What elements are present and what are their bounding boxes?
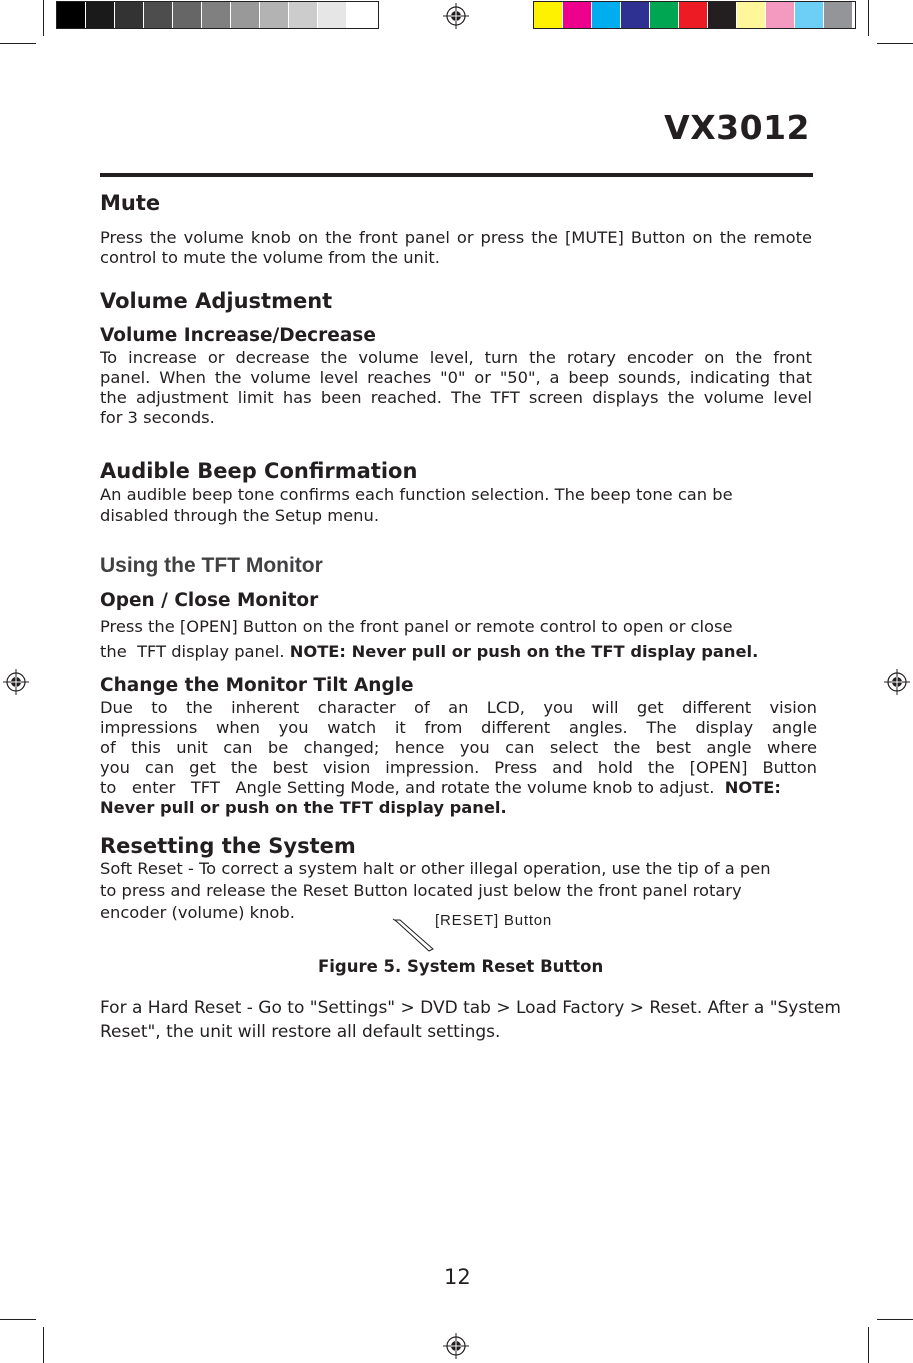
tft-heading: Using the TFT Monitor [100, 554, 323, 577]
open-close-line [100, 642, 758, 662]
open-close-note: NOTE: Never pull or push on the TFT display panel. [289, 642, 759, 661]
hard-reset-line: Reset", the unit will restore all default settings. [100, 1022, 501, 1042]
tilt-note: Never pull or push on the TFT display panel. [100, 798, 507, 817]
volume-line: for 3 seconds. [100, 408, 215, 427]
tilt-line: impressions when you watch it from different angles. The display angle [100, 718, 817, 737]
volume-line: the adjustment limit has been reached. The TFT screen displays the volume level [100, 388, 812, 407]
tilt-line: you can get the best vision impression. Press and hold the [OPEN] Button [100, 758, 817, 777]
crop-mark [0, 1319, 36, 1320]
open-close-text: the TFT display panel. [100, 642, 290, 661]
registration-mark-icon [3, 669, 29, 695]
registration-mark-icon [443, 3, 469, 29]
model-title: VX3012 [664, 108, 810, 147]
reset-line: encoder (volume) knob. [100, 903, 295, 922]
pen-icon [392, 918, 434, 952]
crop-mark [0, 43, 36, 44]
gray-swatch-frame [56, 1, 379, 29]
tilt-text: to enter TFT Angle Setting Mode, and rotate the volume knob to adjust. [100, 778, 725, 797]
mute-body: Press the volume knob on the front panel or press the [MUTE] Button on the remote control to mute the volume from the unit. [100, 228, 812, 268]
tilt-line: Due to the inherent character of an LCD, you will get different vision [100, 698, 817, 717]
reset-button-label: [RESET] Button [435, 912, 553, 929]
header-rule [100, 173, 813, 177]
volume-line: To increase or decrease the volume level, turn the rotary encoder on the front [100, 348, 812, 367]
tilt-heading: Change the Monitor Tilt Angle [100, 675, 414, 696]
crop-mark [868, 0, 869, 36]
registration-mark-icon [443, 1333, 469, 1359]
hard-reset-line: For a Hard Reset - Go to "Settings" > DVD tab > Load Factory > Reset. After a "System [100, 998, 841, 1018]
crop-mark [877, 43, 913, 44]
reset-line: Soft Reset - To correct a system halt or other illegal operation, use the tip of a pen [100, 859, 771, 878]
tilt-note-label: NOTE: [724, 778, 781, 797]
beep-heading: Audible Beep Confirmation [100, 459, 418, 483]
crop-mark [868, 1327, 869, 1363]
tilt-line [100, 778, 781, 798]
open-close-line: Press the [OPEN] Button on the front panel or remote control to open or close [100, 617, 733, 636]
open-close-heading: Open / Close Monitor [100, 590, 319, 611]
volume-heading: Volume Adjustment [100, 289, 333, 313]
reset-line: to press and release the Reset Button located just below the front panel rotary [100, 881, 742, 900]
volume-line: panel. When the volume level reaches "0" or "50", a beep sounds, indicating that [100, 368, 812, 387]
registration-mark-icon [884, 669, 910, 695]
reset-heading: Resetting the System [100, 834, 356, 858]
page-number: 12 [444, 1265, 471, 1289]
beep-line: An audible beep tone confirms each function selection. The beep tone can be [100, 485, 733, 504]
tilt-line: of this unit can be changed; hence you can select the best angle where [100, 738, 817, 757]
figure-caption: Figure 5. System Reset Button [318, 957, 604, 976]
color-swatch-frame [533, 1, 856, 29]
beep-line: disabled through the Setup menu. [100, 506, 379, 525]
volume-subheading: Volume Increase/Decrease [100, 325, 376, 346]
mute-heading: Mute [100, 191, 161, 215]
crop-mark [43, 0, 44, 36]
crop-mark [877, 1319, 913, 1320]
crop-mark [43, 1327, 44, 1363]
